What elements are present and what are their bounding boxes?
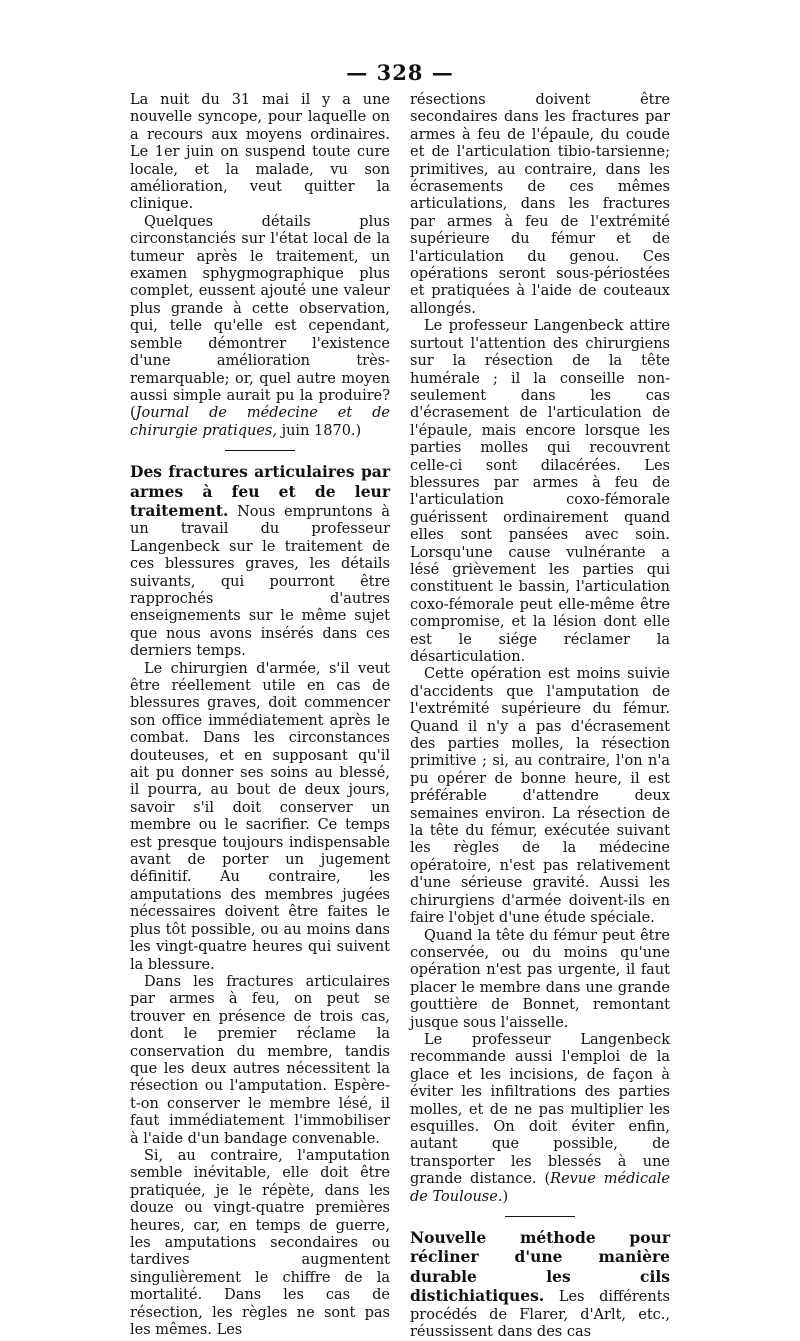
paragraph-text: Les différents procédés de Flarer, d'Arlt, etc., réussissent dans des cas (410, 1289, 670, 1341)
paragraph: Le professeur Langenbeck attire surtout l'attention des chirurgiens sur la résection de la tête humérale ; il la conseille non-seulement dans les cas d'écrasement de l'articulation de l'épaule, mais encore lorsque les parties molles qui recouvrent celle-ci sont dilacérées. Les blessures par armes à feu de l'articulation coxo-fémorale guérissent ordinairement quand elles sont pansées avec soin. Lorsqu'une cause vulnérante a lésé grièvement les parties qui constituent le bassin, l'articulation coxo-fémorale peut elle-même être compromise, et la lésion dont elle est le siége réclamer la désarticulation. (410, 318, 670, 665)
paragraph: Si, au contraire, l'amputation semble inévitable, elle doit être pratiquée, je le répète, dans les douze ou vingt-quatre premières heures, car, en temps de guerre, les amputations secondaires ou tardives augmentent singulièrement le chiffre de la mortalité. Dans les cas de résection, les règles ne sont pas les mêmes. Les (130, 1147, 390, 1339)
citation: Journal de médecine et de chirurgie pratiques, (130, 405, 390, 439)
section-heading: Nouvelle méthode pour récliner d'une manière durable les cils distichiatiques. (410, 1228, 670, 1306)
right-column (410, 92, 670, 1341)
paragraph: La nuit du 31 mai il y a une nouvelle syncope, pour laquelle on a recours aux moyens ordinaires. Le 1er juin on suspend toute cure locale, et la malade, vu son amélioration, veut quitter la clinique. (130, 92, 390, 213)
paragraph-text: Nous empruntons à un travail du professeur Langenbeck sur le traitement de ces blessures graves, les détails suivants, qui pourront être rapprochés d'autres enseignements sur le même sujet que nous avons insérés dans ces derniers temps. (130, 503, 390, 660)
section-paragraph (410, 1229, 670, 1341)
section-divider (505, 1216, 575, 1217)
paragraph (130, 214, 390, 440)
paragraph: Dans les fractures articulaires par armes à feu, on peut se trouver en présence de trois cas, dont le premier réclame la conservation du membre, tandis que les deux autres nécessitent la résection ou l'amputation. Espère-t-on conserver le membre lésé, il faut immédiatement l'immobiliser à l'aide d'un bandage convenable. (130, 973, 390, 1147)
page-number: — 328 — (346, 60, 454, 85)
left-column (130, 92, 390, 1339)
section-divider (225, 450, 295, 451)
paragraph (410, 1032, 670, 1206)
section-paragraph (130, 463, 390, 660)
paragraph-text: ) (502, 1188, 509, 1205)
paragraph: Quand la tête du fémur peut être conservée, ou du moins qu'une opération n'est pas urgente, il faut placer le membre dans une grande gouttière de Bonnet, remontant jusque sous l'aisselle. (410, 927, 670, 1031)
paragraph: Cette opération est moins suivie d'accidents que l'amputation de l'extrémité supérieure du fémur. Quand il n'y a pas d'écrasement des parties molles, la résection primitive ; si, au contraire, l'on n'a pu opérer de bonne heure, il est préférable d'attendre deux semaines environ. La résection de la tête du fémur, exécutée suivant les règles de la médecine opératoire, n'est pas relativement d'une sérieuse gravité. Aussi les chirurgiens d'armée doivent-ils en faire l'objet d'une étude spéciale. (410, 666, 670, 927)
paragraph: résections doivent être secondaires dans les fractures par armes à feu de l'épaule, du coude et de l'articulation tibio-tarsienne; primitives, au contraire, dans les écrasements de ces mêmes articulations, dans les fractures par armes à feu de l'extrémité supérieure du fémur et de l'articulation du genou. Ces opérations seront sous-périostées et pratiquées à l'aide de couteaux allongés. (410, 92, 670, 317)
citation: Revue médicale de Toulouse. (410, 1171, 670, 1205)
paragraph-text: Quelques détails plus circonstanciés sur l'état local de la tumeur après le traitement, un examen sphygmographique plus complet, eussent ajouté une valeur plus grande à cette observation, qui, telle qu'elle est cependant, semble démontrer l'existence d'une amélioration très-remarquable; or, quel autre moyen aussi simple aurait pu la produire? ( (130, 213, 390, 422)
paragraph-text: juin 1870.) (276, 422, 362, 439)
section-heading: Des fractures articulaires par armes à feu et de leur traitement. (130, 462, 390, 520)
paragraph-text: Le professeur Langenbeck recommande aussi l'emploi de la glace et les incisions, de façon à éviter les infiltrations des parties molles, et de ne pas multiplier les esquilles. On doit éviter enfin, autant que possible, de transporter les blessés à une grande distance. ( (410, 1031, 670, 1188)
paragraph: Le chirurgien d'armée, s'il veut être réellement utile en cas de blessures graves, doit commencer son office immédiatement après le combat. Dans les circonstances douteuses, et en supposant qu'il ait pu donner ses soins au blessé, il pourra, au bout de deux jours, savoir s'il doit conserver un membre ou le sacrifier. Ce temps est presque toujours indispensable avant de porter un jugement définitif. Au contraire, les amputations des membres jugées nécessaires doivent être faites le plus tôt possible, ou au moins dans les vingt-quatre heures qui suivent la blessure. (130, 660, 390, 973)
